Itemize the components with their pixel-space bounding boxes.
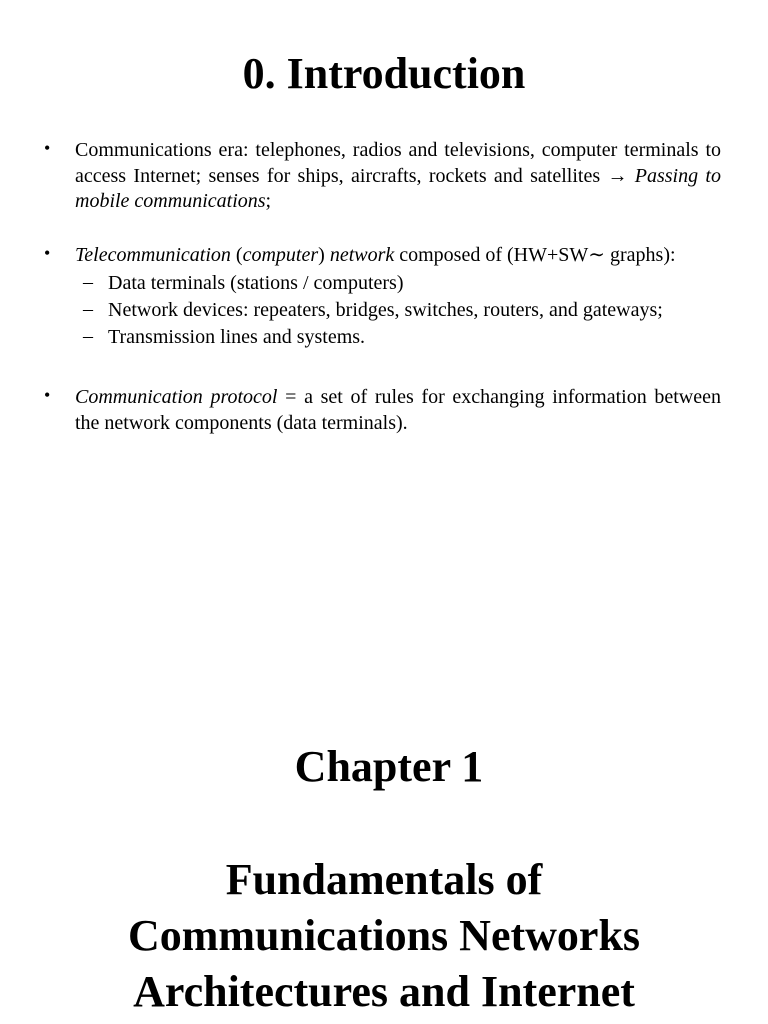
sub-item-text: Transmission lines and systems. [108, 326, 366, 348]
chapter-label: Chapter 1 [294, 742, 484, 791]
bullet-text-punct: ; [265, 190, 272, 212]
sub-item-data-terminals [75, 270, 721, 297]
dash-icon: – [83, 325, 93, 347]
bullet-list [0, 138, 768, 436]
bullet-icon: • [44, 385, 51, 405]
bullet-text [75, 138, 721, 215]
bullet-text-italic: Passing to mobile communications [75, 164, 721, 212]
dash-icon: – [83, 271, 93, 293]
bullet-icon: • [44, 242, 51, 263]
bullet-telecom-network [0, 243, 721, 352]
sub-item-transmission-lines [75, 324, 721, 351]
sub-item-text: Data terminals (stations / computers) [108, 272, 404, 294]
term-computer: computer [242, 243, 319, 266]
term-communication-protocol: Communication protocol [75, 386, 278, 408]
bullet-text-rest: = a set of rules for exchanging information between the network components (data terminals). [75, 386, 721, 434]
chapter-heading-block [0, 740, 768, 1020]
bullet-text [75, 385, 721, 436]
paren-close: ) [318, 243, 330, 266]
section-title: 0. Introduction [242, 49, 526, 98]
bullet-communication-protocol [0, 385, 721, 436]
sub-list [75, 270, 721, 351]
chapter-title-line: Fundamentals of [225, 855, 543, 904]
chapter-title-line: Architectures and Internet [133, 967, 635, 1016]
bullet-communications-era [0, 138, 721, 215]
term-network: network [329, 243, 395, 266]
chapter-title [0, 852, 768, 1020]
term-telecommunication: Telecommunication [75, 243, 231, 266]
bullet-text [75, 243, 721, 269]
bullet-text-rest: composed of (HW+SW∼ graphs): [394, 243, 676, 266]
bullet-text-plain: Communications era: telephones, radios and televisions, computer terminals to access Internet; senses for ships, aircrafts, rockets and satellites → [75, 139, 721, 187]
sub-item-text: Network devices: repeaters, bridges, switches, routers, and gateways; [108, 299, 663, 321]
chapter-title-line: Communications Networks [127, 911, 641, 960]
dash-icon: – [83, 298, 93, 320]
sub-item-network-devices [75, 297, 721, 324]
bullet-icon: • [44, 138, 51, 158]
paren-open: ( [230, 243, 243, 266]
